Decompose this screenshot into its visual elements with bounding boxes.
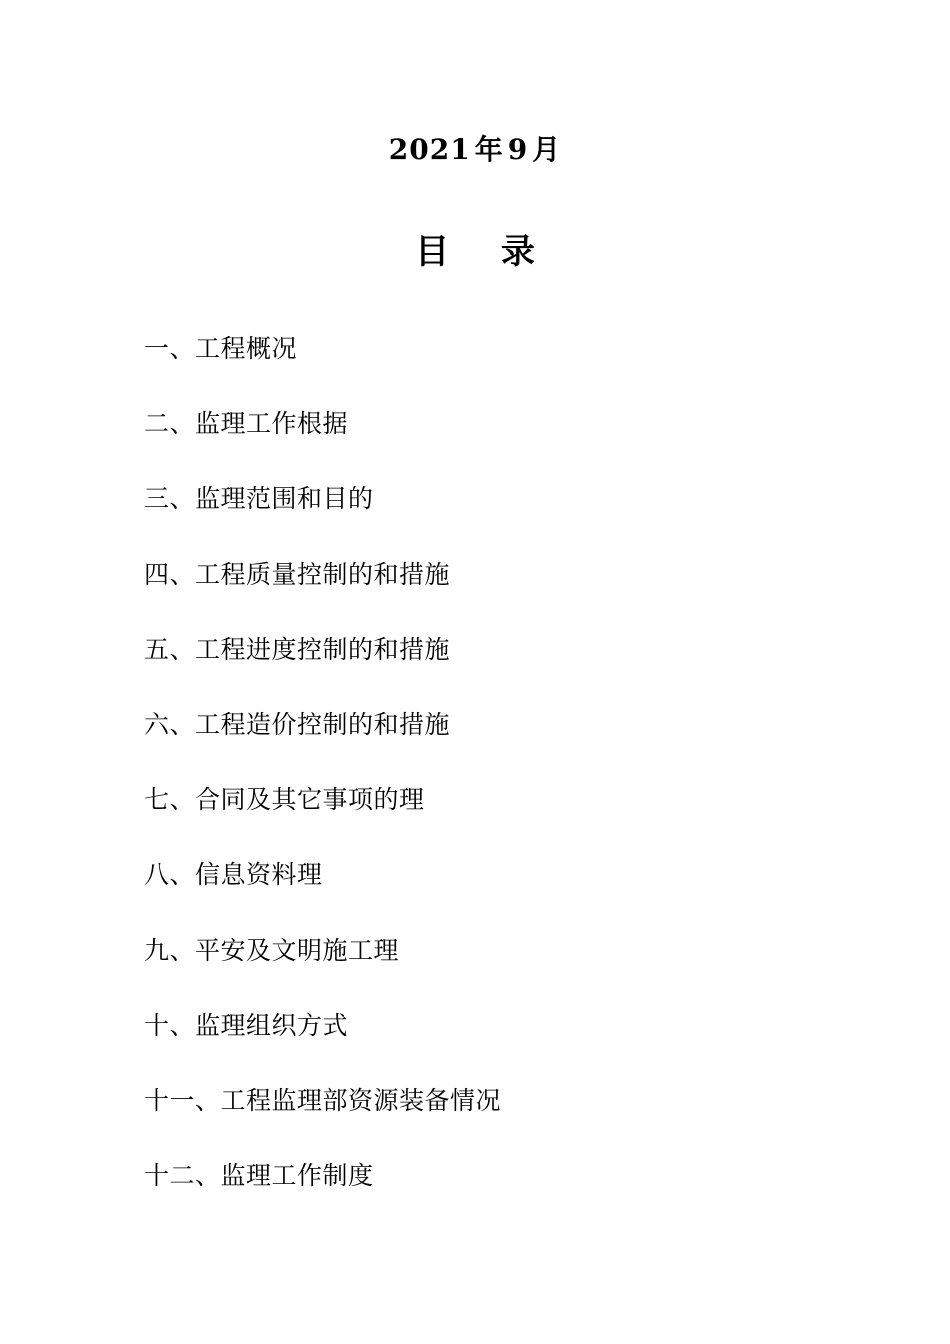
date-year: 2021 (388, 133, 471, 166)
toc-item: 十二、监理工作制度 (144, 1161, 374, 1191)
toc-item: 五、工程进度控制的和措施 (144, 634, 451, 664)
toc-item: 七、合同及其它事项的理 (144, 785, 425, 815)
toc-item: 八、信息资料理 (144, 860, 323, 890)
date-month: 9 (507, 133, 529, 166)
toc-item: 十、监理组织方式 (144, 1010, 349, 1040)
toc-item: 二、监理工作根据 (144, 409, 349, 439)
toc-item: 六、工程造价控制的和措施 (144, 709, 451, 739)
toc-item: 一、工程概况 (144, 334, 298, 363)
toc-item: 十一、工程监理部资源装备情况 (144, 1085, 502, 1115)
toc-title: 目 录 (415, 232, 555, 272)
toc-list (144, 332, 501, 1234)
toc-item: 四、工程质量控制的和措施 (144, 559, 451, 589)
toc-item: 三、监理范围和目的 (144, 484, 374, 514)
toc-item: 九、平安及文明施工理 (144, 935, 400, 965)
date-month-unit: 月 (532, 133, 562, 166)
date-year-unit: 年 (474, 133, 504, 166)
document-date (0, 128, 950, 168)
